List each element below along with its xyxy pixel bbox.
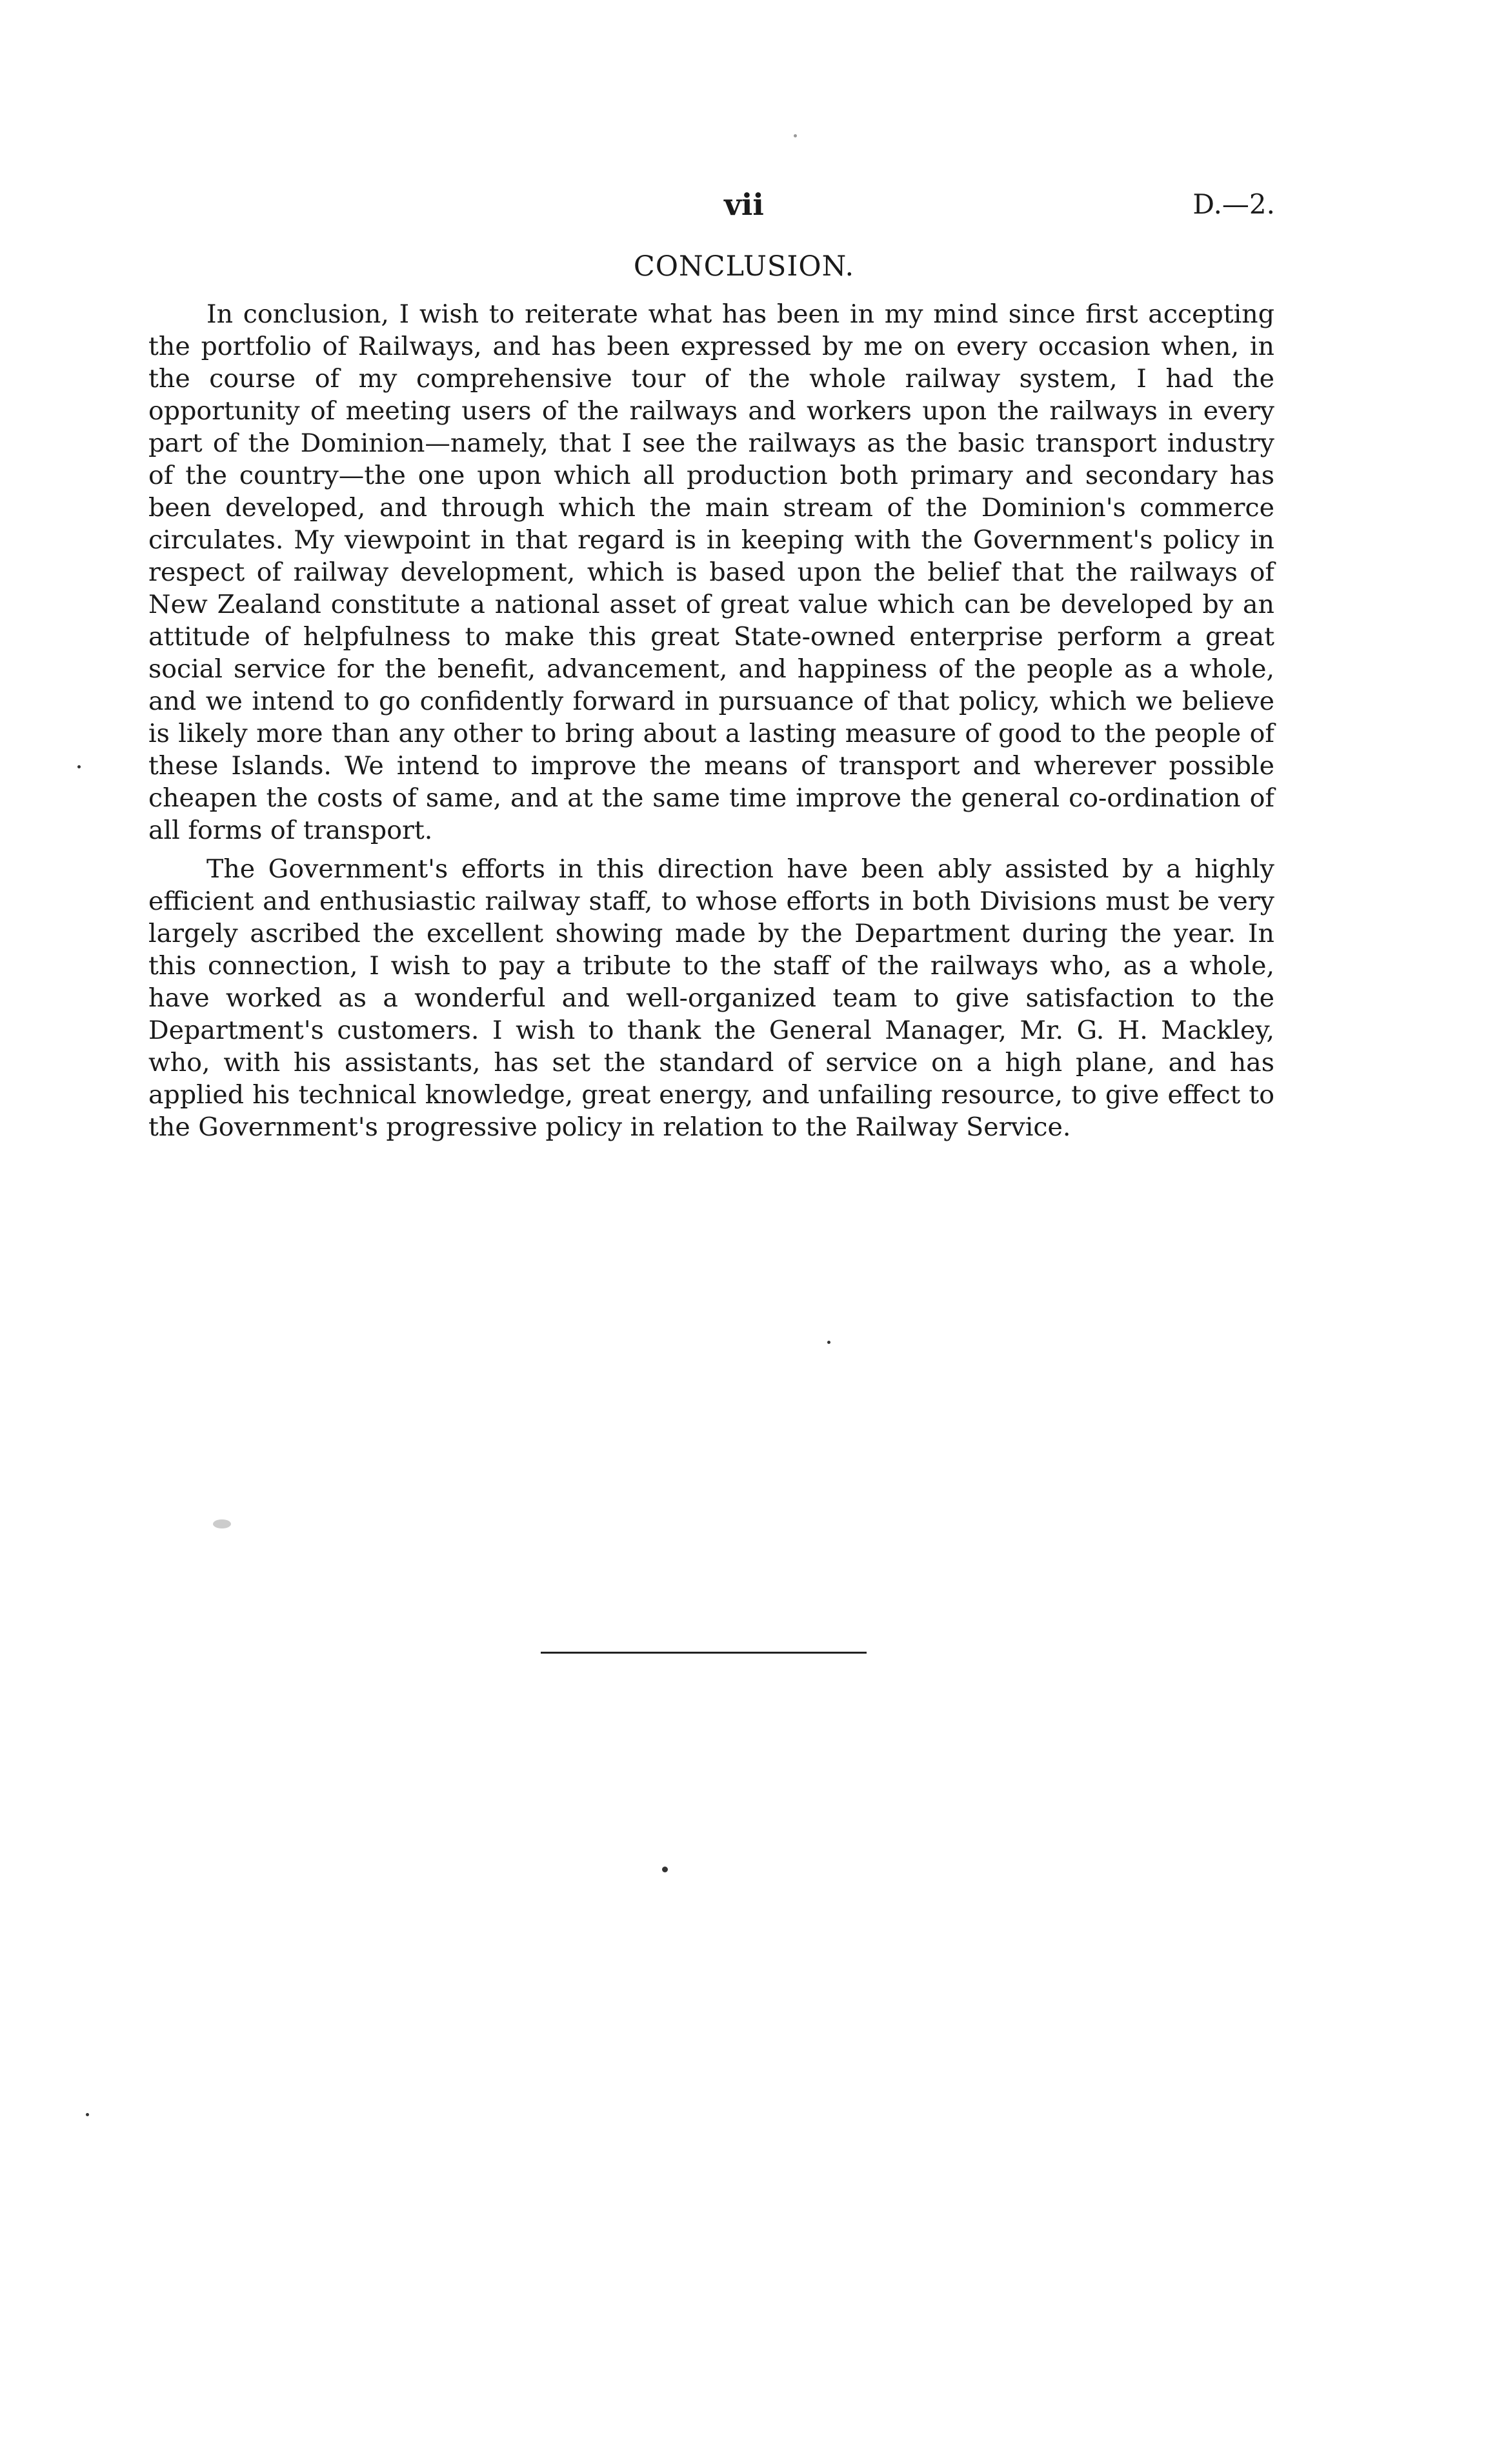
paragraph-1: In conclusion, I wish to reiterate what has been in my mind since first accepting the portfolio of Railways, and has been expressed by me on every occasion when, in the course of my comprehensive tour of the whole railway system, I had the opportunity of meeting users of the railways and workers upon the railways in every part of the Dominion—namely, that I see the railways as the basic transport industry of the country—the one upon which all production both primary and secondary has been developed, and through which the main stream of the Dominion's commerce circulates. My viewpoint in that regard is in keeping with the Government's policy in respect of railway development, which is based upon the belief that the railways of New Zealand constitute a national asset of great value which can be developed by an attitude of helpfulness to make this great State-owned enterprise perform a great social service for the benefit, advancement, and happiness of the people as a whole, and we intend to go confidently forward in pursuance of that policy, which we believe is likely more than any other to bring about a lasting measure of good to the people of these Islands. We intend to improve the means of transport and wherever possible cheapen the costs of same, and at the same time improve the general co-ordination of all forms of transport.: [148, 299, 1274, 845]
section-title: CONCLUSION.: [633, 250, 855, 283]
paragraph-2: The Government's efforts in this direction have been ably assisted by a highly efficient and enthusiastic railway staff, to whose efforts in both Divisions must be very largely ascribed the excellent showing made by the Department during the year. In this connection, I wish to pay a tribute to the staff of the railways who, as a whole, have worked as a wonderful and well-organized team to give satisfaction to the Department's customers. I wish to thank the General Manager, Mr. G. H. Mackley, who, with his assistants, has set the standard of service on a high plane, and has applied his technical knowledge, great energy, and unfailing resource, to give effect to the Government's progressive policy in relation to the Railway Service.: [148, 854, 1274, 1142]
closing-rule: [541, 1652, 867, 1654]
scan-speck: [213, 1519, 231, 1528]
scan-speck: [794, 134, 797, 137]
body-text: [148, 298, 1274, 1143]
scan-speck: [662, 1867, 668, 1872]
page-number: vii: [724, 187, 764, 222]
scan-speck: [86, 2113, 89, 2116]
document-reference: D.—2.: [1192, 188, 1275, 220]
scan-speck: [77, 765, 81, 768]
scan-speck: [827, 1341, 830, 1344]
